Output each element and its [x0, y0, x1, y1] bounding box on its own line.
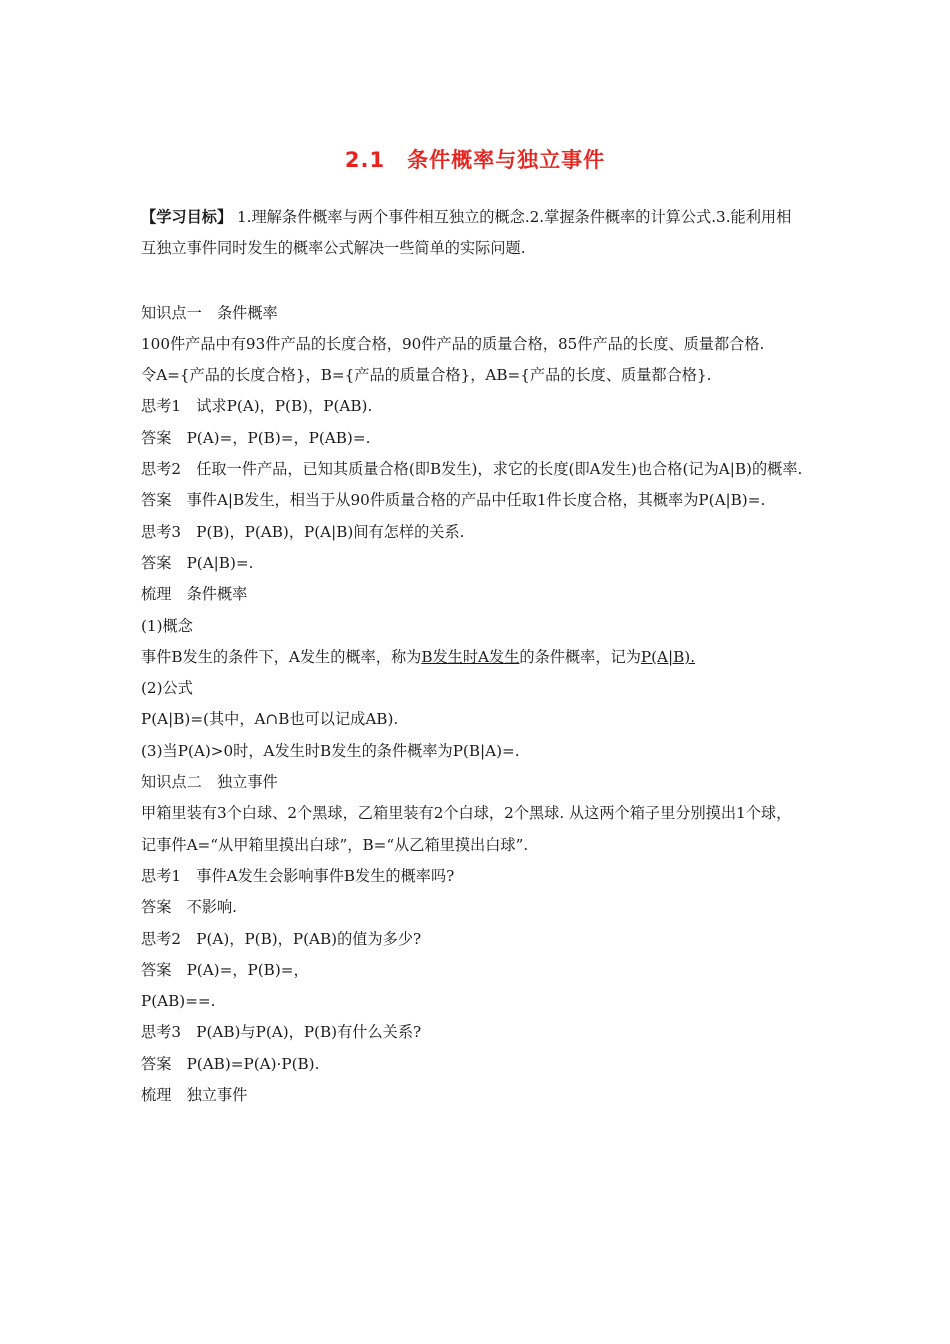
kp1-question-3: 思考3 P(B)，P(AB)，P(A|B)间有怎样的关系.	[141, 522, 465, 541]
kp1-intro: 100件产品中有93件产品的长度合格，90件产品的质量合格，85件产品的长度、质量都合格.	[141, 334, 765, 353]
kp1-conditional-text: (3)当P(A)>0时，A发生时B发生的条件概率为P(B|A)=.	[141, 741, 520, 760]
kp2-summary: 梳理 独立事件	[141, 1086, 248, 1105]
kp2-answer-1: 答案 不影响.	[141, 898, 237, 917]
kp1-question-2: 思考2 任取一件产品，已知其质量合格(即B发生)，求它的长度(即A发生)也合格(记为A|B)的概率.	[141, 460, 803, 479]
kp2-intro: 甲箱里装有3个白球、2个黑球，乙箱里装有2个白球，2个黑球. 从这两个箱子里分别摸出1个球，记事件A=“从甲箱里摸出白球”，B=“从乙箱里摸出白球”.	[141, 804, 792, 854]
kp1-formula-text: P(A|B)=(其中，A∩B也可以记成AB).	[141, 710, 399, 729]
spacer	[141, 265, 803, 298]
kp1-heading: 知识点一 条件概率	[141, 303, 278, 322]
kp1-define: 令A={产品的长度合格}，B={产品的质量合格}，AB={产品的长度、质量都合格}.	[141, 366, 712, 385]
kp1-formula-title: (2)公式	[141, 679, 193, 698]
kp1-question-1: 思考1 试求P(A)，P(B)，P(AB).	[141, 397, 373, 416]
concept-pre: 事件B发生的条件下，A发生的概率，称为	[141, 647, 422, 666]
kp1-answer-2: 答案 事件A|B发生，相当于从90件质量合格的产品中任取1件长度合格，其概率为P(A|B)=.	[141, 491, 766, 510]
objectives-label: 【学习目标】	[141, 208, 233, 226]
document-body	[141, 202, 803, 1111]
concept-mid: 的条件概率，记为	[519, 647, 641, 666]
learning-objectives	[141, 202, 803, 265]
kp2-heading: 知识点二 独立事件	[141, 773, 278, 792]
kp2-question-1: 思考1 事件A发生会影响事件B发生的概率吗?	[141, 866, 455, 885]
kp2-answer-2: 答案 P(A)=，P(B)=，	[141, 960, 309, 979]
kp1-summary: 梳理 条件概率	[141, 585, 248, 604]
kp1-concept-title: (1)概念	[141, 616, 193, 635]
kp2-question-3: 思考3 P(AB)与P(A)，P(B)有什么关系?	[141, 1023, 422, 1042]
concept-underline-2: P(A|B).	[640, 647, 696, 666]
kp2-answer-2b: P(AB)==.	[141, 992, 216, 1011]
concept-underline-1: B发生时A发生	[421, 647, 520, 666]
page-title: 2.1 条件概率与独立事件	[344, 148, 606, 172]
objectives-text: 1.理解条件概率与两个事件相互独立的概念.2.掌握条件概率的计算公式.3.能利用相互独立事件同时发生的概率公式解决一些简单的实际问题.	[141, 208, 792, 258]
kp2-question-2: 思考2 P(A)，P(B)，P(AB)的值为多少?	[141, 929, 422, 948]
kp1-answer-1: 答案 P(A)=，P(B)=，P(AB)=.	[141, 428, 371, 447]
kp1-answer-3: 答案 P(A|B)=.	[141, 553, 254, 572]
kp2-answer-3: 答案 P(AB)=P(A)·P(B).	[141, 1054, 320, 1073]
kp1-concept-text	[141, 642, 803, 673]
